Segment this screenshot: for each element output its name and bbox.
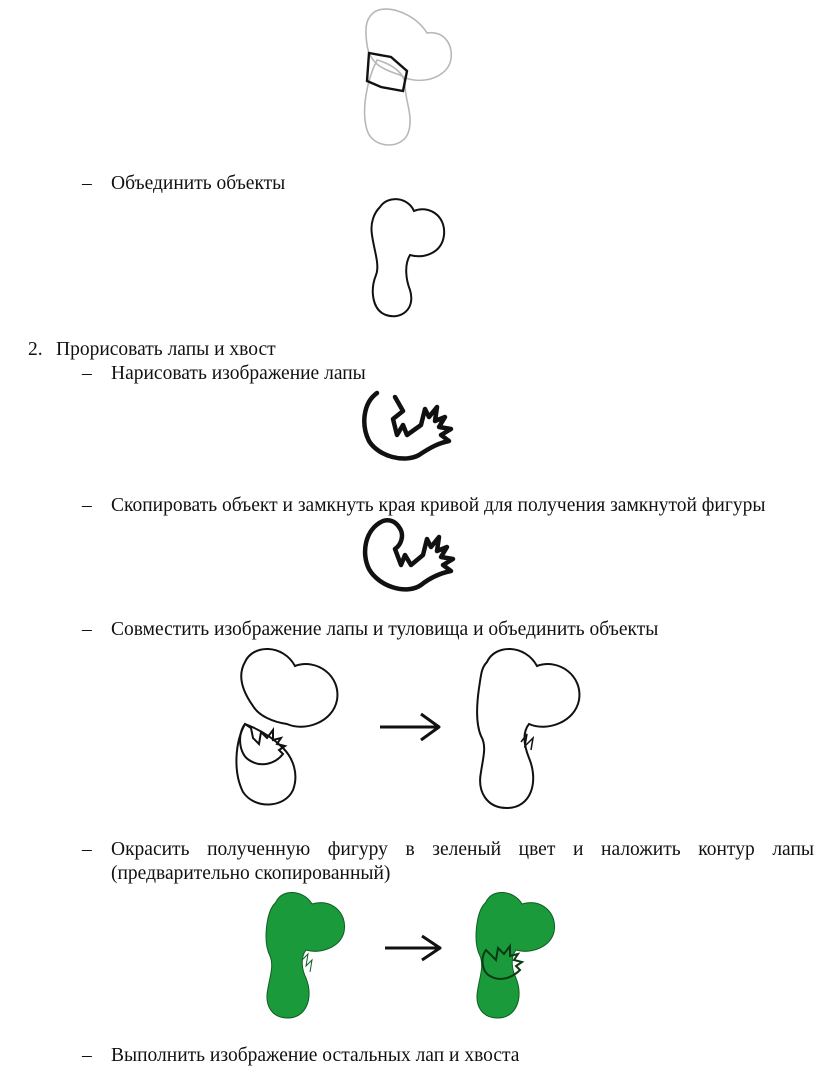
step-color-line-2: (предварительно скопированный): [111, 863, 391, 884]
paw-notch-after: [521, 734, 533, 750]
step-draw-paw: Нарисовать изображение лапы: [111, 363, 366, 384]
step-rest-paws-tail: Выполнить изображение остальных лап и хвоста: [111, 1045, 520, 1066]
bullet-dash: –: [82, 839, 92, 860]
bullet-dash: –: [82, 1045, 92, 1066]
step-color-line-1: Окрасить полученную фигуру в зеленый цвет и наложить контур лапы: [111, 839, 814, 860]
merged-body-figure: [368, 195, 448, 320]
bullet-dash: –: [82, 173, 92, 194]
bullet-dash: –: [82, 619, 92, 640]
closed-paw-outline: [365, 520, 453, 589]
bullet-dash: –: [82, 363, 92, 384]
body-outline-before: [241, 649, 337, 727]
step-2-number: 2.: [28, 339, 43, 360]
merged-body-outline: [371, 199, 444, 316]
paw-curve-figure: [355, 385, 465, 470]
overlap-shapes-figure: [355, 5, 465, 150]
step-align-merge: Совместить изображение лапы и туловища и объединить объекты: [111, 619, 659, 640]
combine-paw-body-figure: [225, 642, 595, 812]
paw-outline-before: [240, 724, 285, 764]
paw-curve: [364, 393, 451, 459]
step-2-title: Прорисовать лапы и хвост: [56, 339, 276, 360]
green-shape-left: [266, 892, 345, 1018]
closed-paw-figure: [355, 515, 465, 600]
bullet-dash: –: [82, 495, 92, 516]
merged-outline-after: [477, 649, 579, 808]
green-shape-left-notch: [302, 954, 312, 972]
step-combine-objects: Объединить объекты: [111, 173, 286, 194]
body-outline-light: [365, 60, 411, 145]
green-fill-figure: [260, 888, 570, 1023]
head-outline-light: [366, 9, 451, 80]
step-copy-close: Скопировать объект и замкнуть края кривой для получения замкнутой фигуры: [111, 495, 766, 516]
